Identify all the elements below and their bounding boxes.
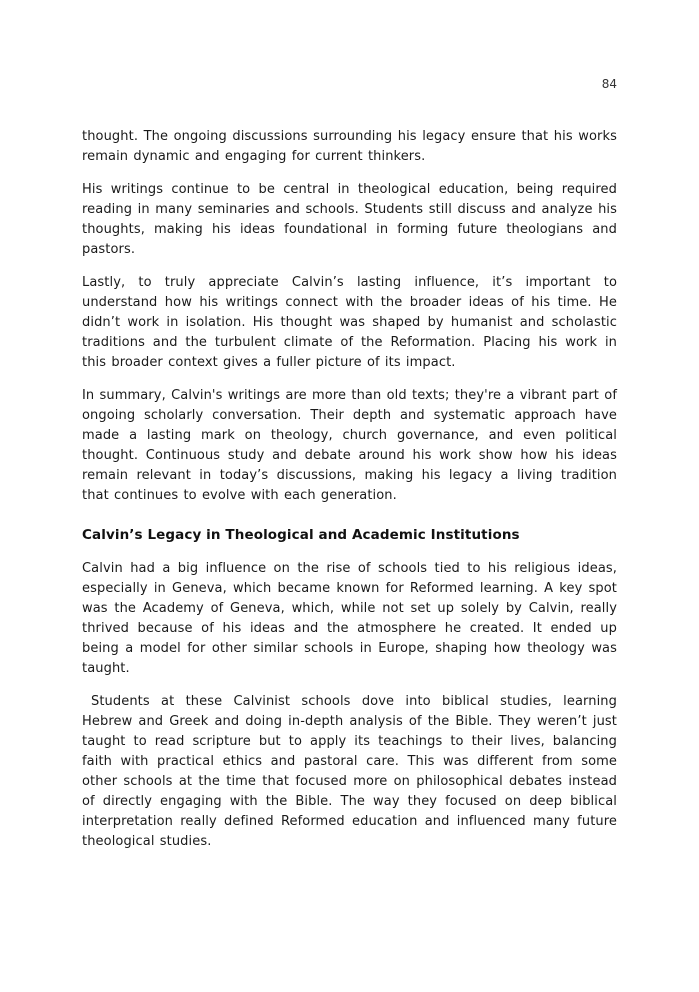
page-number: 84 [601,77,617,91]
paragraph: thought. The ongoing discussions surrounding his legacy ensure that his works remain dynamic and engaging for current thinkers. [82,129,617,164]
paragraph: Lastly, to truly appreciate Calvin’s lasting influence, it’s important to understand how his writings connect with the broader ideas of his time. He didn’t work in isolation. His thought was shaped by humanist and scholastic traditions and the turbulent climate of the Reformation. Placing his work in this broader context gives a fuller picture of its impact. [82,275,617,370]
section-heading: Calvin’s Legacy in Theological and Academic Institutions [82,527,520,543]
paragraph: Students at these Calvinist schools dove into biblical studies, learning Hebrew and Greek and doing in-depth analysis of the Bible. They weren’t just taught to read scripture but to apply its teachings to their lives, balancing faith with practical ethics and pastoral care. This was different from some other schools at the time that focused more on philosophical debates instead of directly engaging with the Bible. The way they focused on deep biblical interpretation really defined Reformed education and influenced many future theological studies. [82,694,617,849]
paragraph: His writings continue to be central in theological education, being required reading in many seminaries and schools. Students still discuss and analyze his thoughts, making his ideas foundational in forming future theologians and pastors. [82,182,617,257]
paragraph: In summary, Calvin's writings are more than old texts; they're a vibrant part of ongoing scholarly conversation. Their depth and systematic approach have made a lasting mark on theology, church governance, and even political thought. Continuous study and debate around his work show how his ideas remain relevant in today’s discussions, making his legacy a living tradition that continues to evolve with each generation. [82,388,617,503]
paragraph: Calvin had a big influence on the rise of schools tied to his religious ideas, especially in Geneva, which became known for Reformed learning. A key spot was the Academy of Geneva, which, while not set up solely by Calvin, really thrived because of his ideas and the atmosphere he created. It ended up being a model for other similar schools in Europe, shaping how theology was taught. [82,561,617,676]
page-body [82,127,617,852]
